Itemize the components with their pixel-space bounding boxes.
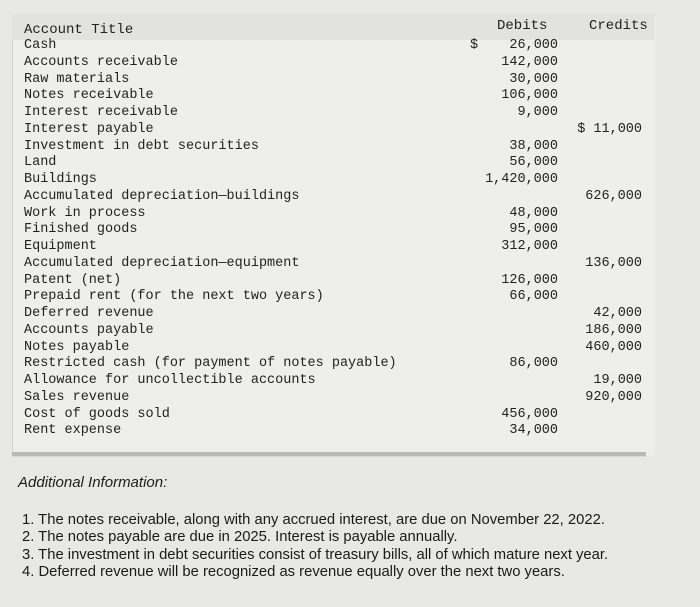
table-row <box>0 239 700 256</box>
account-name: Deferred revenue <box>24 306 154 321</box>
credit-amount: 136,000 <box>585 255 642 271</box>
debit-amount: 456,000 <box>501 406 558 422</box>
note-item: 1. The notes receivable, along with any accrued interest, are due on November 22, 2022. <box>22 512 605 528</box>
debit-amount: 34,000 <box>509 423 558 439</box>
debit-amount: 312,000 <box>501 239 558 254</box>
note-item: 3. The investment in debt securities consist of treasury bills, all of which mature next year. <box>22 546 609 563</box>
account-name: Patent (net) <box>24 272 122 288</box>
account-name: Restricted cash (for payment of notes payable) <box>24 356 397 372</box>
note-item: 2. The notes payable are due in 2025. Interest is payable annually. <box>22 529 458 546</box>
account-name: Allowance for uncollectible accounts <box>24 373 316 388</box>
account-name: Interest payable <box>24 121 154 137</box>
additional-info-notes <box>22 512 608 581</box>
debit-amount: 9,000 <box>517 105 558 120</box>
account-name: Accumulated depreciation—equipment <box>24 255 300 271</box>
credit-amount: 626,000 <box>585 188 642 204</box>
credit-amount: 19,000 <box>593 373 642 388</box>
credit-amount: 186,000 <box>585 322 642 338</box>
table-row <box>0 38 700 55</box>
table-row <box>0 340 700 357</box>
debit-amount: 86,000 <box>509 356 558 372</box>
debit-amount: 126,000 <box>501 272 558 288</box>
table-row <box>0 105 700 122</box>
table-row <box>0 407 700 424</box>
table-row <box>0 222 700 239</box>
table-row <box>0 172 700 189</box>
table-row <box>0 72 700 89</box>
credits-header: Credits <box>589 18 648 34</box>
account-name: Sales revenue <box>24 389 130 405</box>
account-name: Finished goods <box>24 222 138 238</box>
account-name: Investment in debt securities <box>24 138 259 154</box>
debit-amount: 66,000 <box>509 289 558 305</box>
table-row <box>0 306 700 323</box>
debit-amount: 30,000 <box>509 71 558 87</box>
note-item: 4. Deferred revenue will be recognized as revenue equally over the next two years. <box>22 563 565 580</box>
account-name: Notes receivable <box>24 88 154 104</box>
table-row <box>0 139 700 156</box>
account-name: Prepaid rent (for the next two years) <box>24 289 324 305</box>
account-name: Cost of goods sold <box>24 406 170 422</box>
credit-amount: $ 11,000 <box>577 121 642 137</box>
bottom-rule-line <box>12 456 646 457</box>
account-name: Accounts payable <box>24 322 154 338</box>
debit-amount: 56,000 <box>509 155 558 171</box>
account-name: Work in process <box>24 205 146 221</box>
table-row <box>0 122 700 139</box>
account-name: Raw materials <box>24 71 130 87</box>
account-name: Equipment <box>24 239 97 254</box>
table-row <box>0 55 700 72</box>
table-row <box>0 256 700 273</box>
debits-header: Debits <box>497 18 548 34</box>
debit-amount: 26,000 <box>509 38 558 53</box>
account-title-header: Account Title <box>24 22 134 38</box>
account-name: Interest receivable <box>24 105 178 120</box>
credit-amount: 42,000 <box>593 306 642 321</box>
table-row <box>0 356 700 373</box>
account-name: Buildings <box>24 172 97 187</box>
additional-info-heading: Additional Information: <box>18 474 168 491</box>
debit-amount: 106,000 <box>501 88 558 104</box>
credit-amount: 920,000 <box>585 389 642 405</box>
account-name: Notes payable <box>24 339 130 355</box>
account-name: Accounts receivable <box>24 54 178 70</box>
table-row <box>0 373 700 390</box>
credit-amount: 460,000 <box>585 339 642 355</box>
debit-amount: 38,000 <box>509 138 558 154</box>
debit-amount: 1,420,000 <box>485 172 558 187</box>
table-row <box>0 323 700 340</box>
debit-amount: 95,000 <box>509 222 558 238</box>
account-name: Accumulated depreciation—buildings <box>24 188 300 204</box>
table-row <box>0 206 700 223</box>
dollar-sign: $ <box>470 38 479 53</box>
table-row <box>0 189 700 206</box>
table-row <box>0 88 700 105</box>
debit-amount: 142,000 <box>501 54 558 70</box>
table-row <box>0 423 700 440</box>
table-row <box>0 273 700 290</box>
table-row <box>0 390 700 407</box>
account-name: Rent expense <box>24 423 122 439</box>
debit-amount: 48,000 <box>509 205 558 221</box>
account-name: Land <box>24 155 57 171</box>
account-list <box>0 38 700 440</box>
table-row <box>0 155 700 172</box>
account-name: Cash <box>24 38 57 53</box>
table-row <box>0 289 700 306</box>
